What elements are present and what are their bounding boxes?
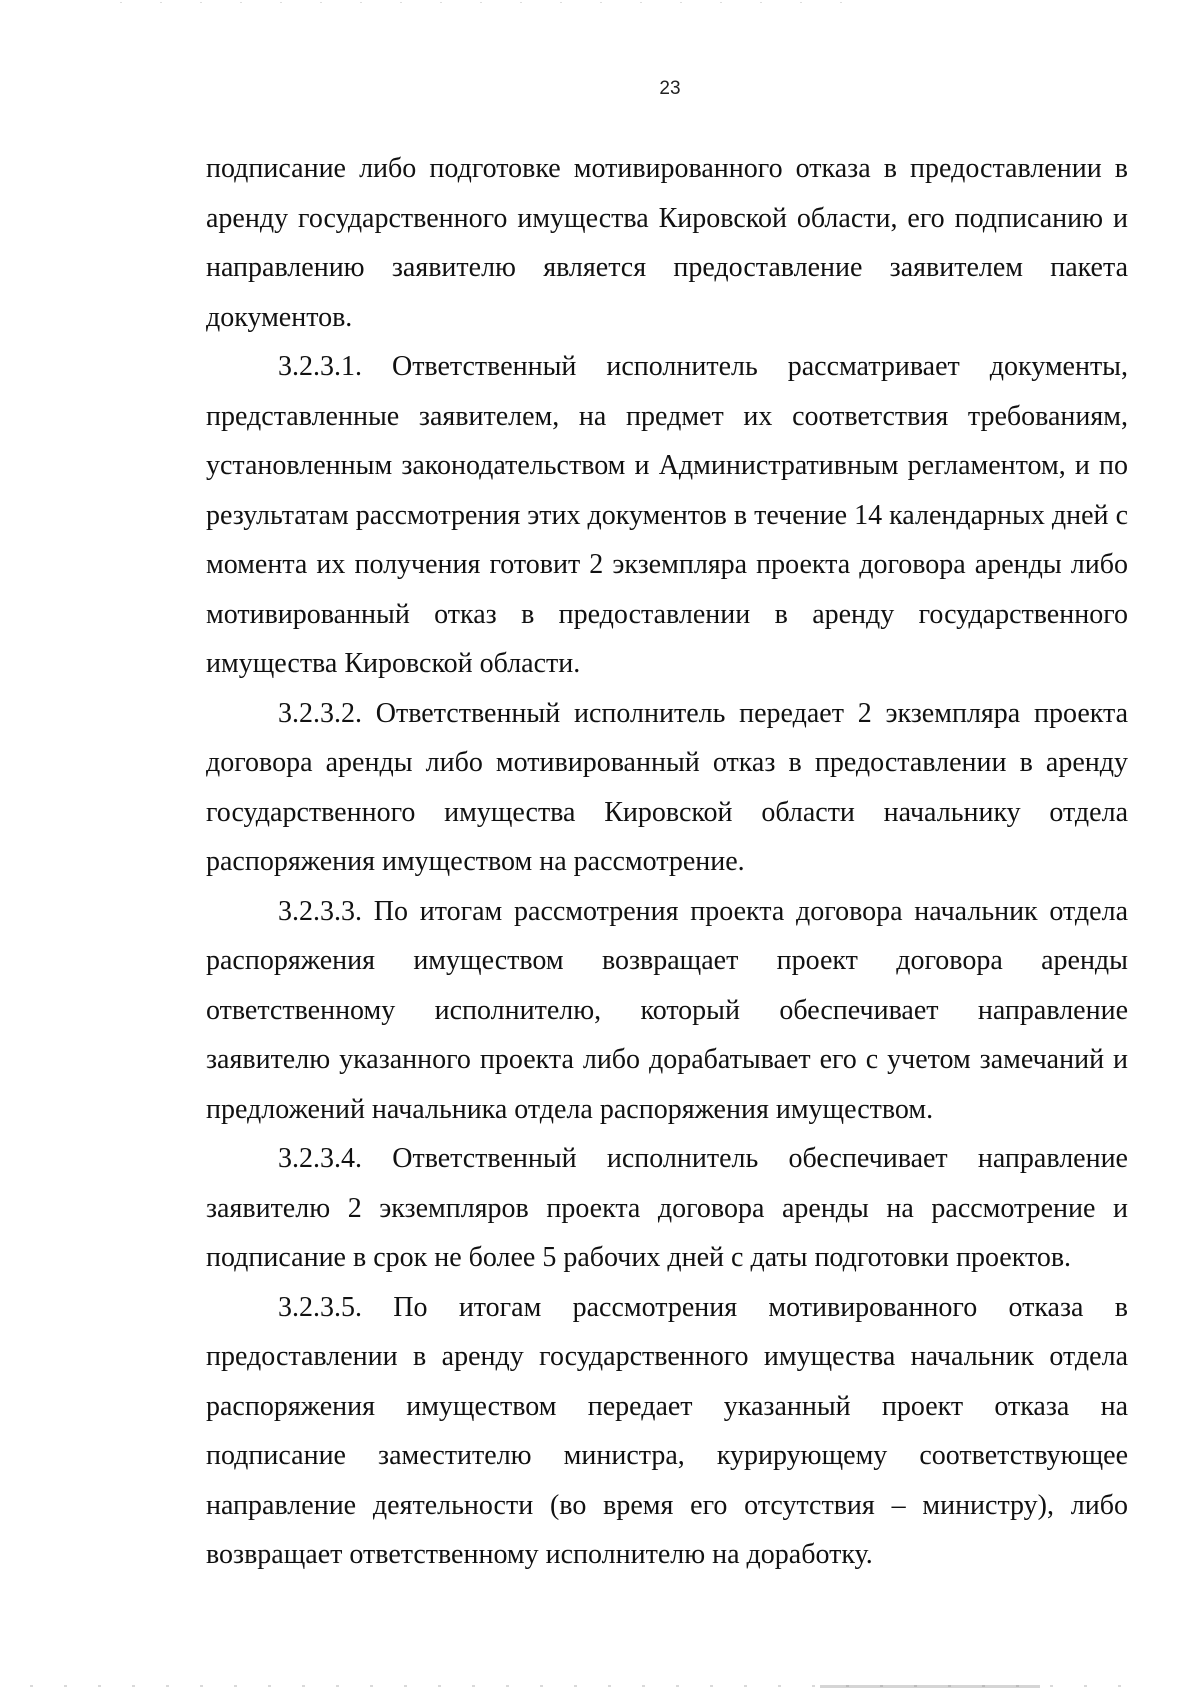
paragraph-3-2-3-4: 3.2.3.4. Ответственный исполнитель обеспечивает направление заявителю 2 экземпляров проекта договора аренды на рассмотрение и подписание в срок не более 5 рабочих дней с даты подготовки проектов.	[206, 1143, 1128, 1273]
document-body	[206, 144, 1128, 1580]
page-number: 23	[659, 78, 681, 99]
paragraph-continuation: подписание либо подготовке мотивированного отказа в предоставлении в аренду государственного имущества Кировской области, его подписанию и направлению заявителю является предоставление заявителем пакета документов.	[206, 153, 1128, 333]
paragraph-3-2-3-3: 3.2.3.3. По итогам рассмотрения проекта договора начальник отдела распоряжения имуществом возвращает проект договора аренды ответственному исполнителю, который обеспечивает направление заявителю указанного проекта либо дорабатывает его с учетом замечаний и предложений начальника отдела распоряжения имуществом.	[206, 895, 1128, 1125]
scan-artifact-bar	[820, 1685, 1040, 1688]
paragraph-3-2-3-1: 3.2.3.1. Ответственный исполнитель рассматривает документы, представленные заявителем, на предмет их соответствия требованиям, установленным законодательством и Административным регламентом, и по результатам рассмотрения этих документов в течение 14 календарных дней с момента их получения готовит 2 экземпляра проекта договора аренды либо мотивированный отказ в предоставлении в аренду государственного имущества Кировской области.	[206, 351, 1128, 679]
scan-artifact-top	[120, 2, 880, 3]
paragraph-3-2-3-2: 3.2.3.2. Ответственный исполнитель передает 2 экземпляра проекта договора аренды либо мотивированный отказ в предоставлении в аренду государственного имущества Кировской области начальнику отдела распоряжения имуществом на рассмотрение.	[206, 697, 1128, 877]
paragraph-3-2-3-5: 3.2.3.5. По итогам рассмотрения мотивированного отказа в предоставлении в аренду государственного имущества начальник отдела распоряжения имуществом передает указанный проект отказа на подписание заместителю министра, курирующему соответствующее направление деятельности (во время его отсутствия – министру), либо возвращает ответственному исполнителю на доработку.	[206, 1291, 1128, 1570]
